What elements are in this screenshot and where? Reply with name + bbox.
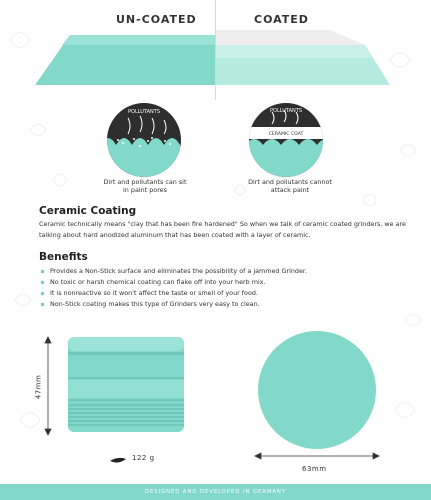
ceramic-coating-description: Ceramic technically means "clay that has been fire hardened" So when we talk of ceramic coated grinders, we are talking about hard anodized aluminum that has been coated with a layer of ceramic. [39, 220, 406, 239]
weight-label: 122 g [132, 454, 155, 462]
right-pollutants-label: POLLUTANTS [270, 108, 302, 114]
ceramic-coat-label: CERAMIC COAT [268, 132, 304, 137]
ceramic-coating-title: Ceramic Coating [39, 205, 137, 217]
uncoated-caption: Dirt and pollutants can sit in paint pores [103, 178, 187, 194]
diameter-label: 63mm [302, 465, 327, 473]
height-dimension-arrow [45, 337, 51, 435]
grinder-top-view [258, 331, 376, 449]
coated-caption: Dirt and pollutants cannot attack paint [248, 178, 332, 194]
benefit-item: Non-Stick coating makes this type of Grinders very easy to clean. [39, 299, 307, 310]
grinder-side-view [68, 337, 184, 432]
left-pollutants-label: POLLUTANTS [128, 109, 160, 115]
diameter-dimension-arrow [255, 453, 379, 459]
benefit-item: No toxic or harsh chemical coating can flake off into your herb mix. [39, 277, 307, 288]
weight-icon [110, 458, 126, 463]
footer-banner: DESIGNED AND DEVELOPED IN GERMANY [0, 484, 431, 500]
benefit-item: Provides a Non-Stick surface and eliminates the possibility of a jammed Grinder. [39, 266, 307, 277]
height-label: 47mm [34, 374, 43, 400]
benefit-item: It is nonreactive so it won't affect the taste or smell of your food. [39, 288, 307, 299]
coated-heading: COATED [254, 13, 309, 26]
benefits-title: Benefits [39, 251, 88, 263]
uncoated-heading: UN-COATED [116, 13, 197, 26]
